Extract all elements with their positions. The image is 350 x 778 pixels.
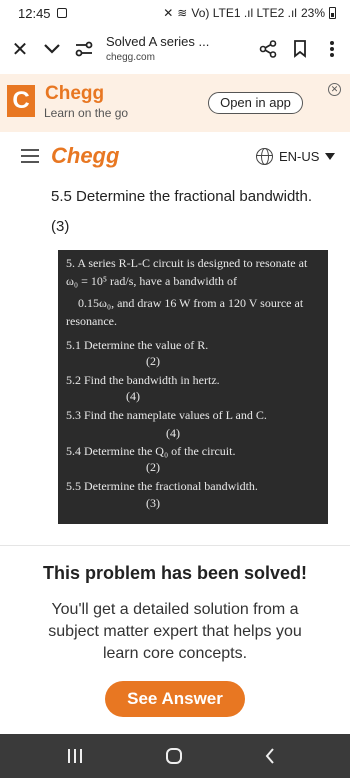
mute-icon: ✕ [163,6,174,20]
image-line: 5.5 Determine the fractional bandwidth. [66,479,258,493]
page-domain: chegg.com [106,51,155,63]
question-text: 5.5 Determine the fractional bandwidth. [51,188,312,205]
caret-down-icon [325,153,335,160]
image-line: (2) [146,354,160,368]
image-line: 5.4 Determine the Q₀ of the circuit. [66,444,236,458]
back-icon[interactable] [265,747,275,770]
image-line: (2) [146,460,160,474]
chegg-app-logo: C [7,85,35,117]
banner-tagline: Learn on the go [44,106,129,120]
solved-title: This problem has been solved! [42,563,308,583]
battery-icon [329,7,336,19]
banner-close-icon[interactable]: ✕ [328,83,341,96]
menu-icon[interactable] [21,149,39,163]
solved-description: You'll get a detailed solution from a subject matter expert that helps you learn core concepts. [48,601,302,662]
chevron-down-icon[interactable] [36,31,68,67]
site-logo[interactable]: Chegg [51,143,120,168]
page-title: Solved A series ... [106,34,210,50]
language-selector[interactable] [256,148,335,165]
banner-brand: Chegg [45,83,105,104]
image-line: (4) [166,426,180,440]
close-tab-icon[interactable]: ✕ [11,38,29,61]
question-marks: (3) [51,218,70,235]
image-line: resonance. [66,314,117,328]
status-time: 12:45 [18,5,51,21]
recents-icon[interactable] [68,749,82,763]
system-nav-bar [0,734,350,778]
browser-toolbar [0,26,350,72]
gallery-notification-icon [57,8,67,18]
site-header [0,138,350,176]
language-label: EN-US [279,149,320,164]
open-in-app-button[interactable]: Open in app [208,92,303,114]
image-line: 5.1 Determine the value of R. [66,338,209,352]
network-indicator: Vo) LTE1 .ıl LTE2 .ıl [191,6,297,20]
question-image [58,250,328,524]
see-answer-button[interactable]: See Answer [105,681,245,717]
image-line: 5.3 Find the nameplate values of L and C. [66,408,267,422]
app-banner [0,74,350,132]
image-line: 0.15ω₀, and draw 16 W from a 120 V source at [78,296,304,310]
status-bar [0,0,350,26]
share-icon[interactable] [252,31,284,67]
image-line: ω₀ = 10⁵ rad/s, have a bandwidth of [66,274,237,288]
url-box[interactable] [106,34,252,64]
bookmark-icon[interactable] [284,31,316,67]
divider [0,545,350,546]
globe-icon [256,148,273,165]
home-icon[interactable] [166,748,182,764]
more-options-icon[interactable] [316,31,348,67]
image-line: 5.2 Find the bandwidth in hertz. [66,373,220,387]
image-line: (3) [146,496,160,510]
image-line: (4) [126,389,140,403]
battery-percent: 23% [300,6,325,20]
image-line: 5. A series R-L-C circuit is designed to resonate at [66,256,308,270]
site-settings-icon[interactable] [68,31,100,67]
status-indicators [163,6,336,20]
wifi-icon: ≋ [177,6,188,20]
